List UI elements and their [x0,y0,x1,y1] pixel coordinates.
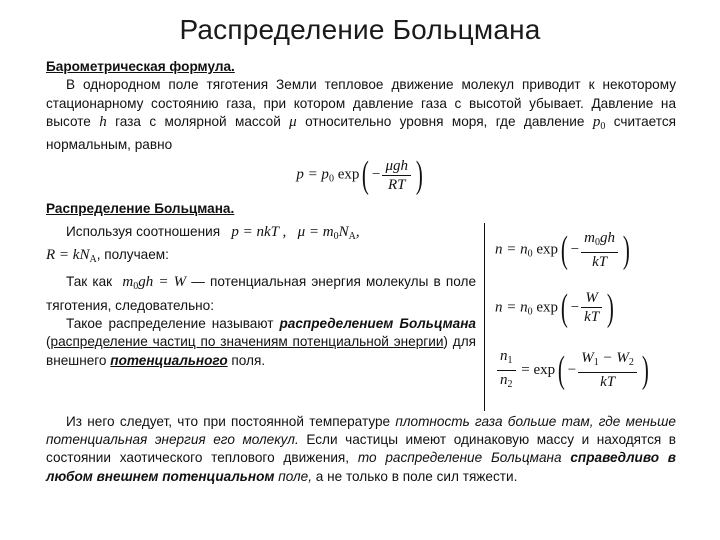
barometric-paragraph [46,76,676,154]
conclusion-text-3: а не только в поле сил тяжести. [315,468,518,484]
conclusion-emphasis-1: плотность газа больше там, где меньше потенциальная энергия его молекул. [46,413,676,448]
gas-constant-relation: $R = kN_A$ [46,247,97,266]
distribution-definition: распределение частиц по значениям потенциальной энергии [50,334,444,350]
barometric-formula: $p = p_0$ exp( − $\frac{\text{μgh}}{RT}$ ) [296,154,423,197]
barometric-heading: Барометрическая формула. [46,59,235,74]
pressure-zero-symbol: $p_0$ [592,113,606,132]
obtain-text: , получаем: [96,247,169,263]
barometric-text-4: считается нормальным, равно [46,113,677,153]
boltzmann-formula-3: $\frac{n_1}{n_2}$ = exp( − $\frac{W_1 - W_2}{kT}$ ) [495,347,652,394]
potential-energy-text: — потенциальная энергия молекулы в поле тяготения, следовательно: [46,274,476,313]
molar-mass-symbol: μ [289,113,297,130]
conclusion-paragraph [46,413,676,486]
boltzmann-formula-2: $n = n_0$ exp( − $\frac{W}{kT}$ ) [495,286,614,329]
since-text: Так как [66,274,113,290]
slide-content [46,58,676,486]
boltzmann-heading: Распределение Больцмана. [46,201,235,217]
using-text: Используя соотношения [66,223,221,239]
called-text: Такое распределение называют [66,315,274,331]
potential-energy-relation: $m_0gh = W$ [122,274,187,293]
boltzmann-text-column: Используя соотношения p = nkT , $\mu = m_0N_A$, $R = kN_A$, получаем: Так как $m_0gh = W$ — потенциальная энергия молекулы в поле тяготения, следовательно: Такое распределение называют распределением Больцмана (распределение частиц по значениям потенциальной энергии) для внешнего потенциального поля. [46,223,476,368]
conclusion-emphasis-3: поле, [278,468,312,484]
height-symbol: h [99,113,107,130]
slide-title: Распределение Больцмана [179,14,541,45]
boltzmann-section [46,223,676,413]
barometric-text-1: В однородном поле тяготения Земли тепловое движение молекул приводит к некоторому стационарному состоянию газа, при котором давление газа с высотой убывает. Давление на высоте [46,77,676,129]
barometric-text-3: относительно уровня моря, где давление [305,113,585,129]
conclusion-bold-emphasis: справедливо в любом внешнем потенциальном [46,450,676,484]
conclusion-emphasis-2: то распределение Больцмана [357,450,562,466]
barometric-text-2: газа с молярной массой [115,113,281,129]
conclusion-text-2: Если частицы имеют одинаковую массу и находятся в состоянии хаотического теплового движения, [46,432,677,466]
ideal-gas-relation: p = nkT , [231,223,287,240]
boltzmann-term: Больцмана [399,315,476,331]
molar-mass-relation: $\mu = m_0N_A$, [297,223,360,242]
boltzmann-formula-column [484,223,669,411]
distribution-term: распределением [279,315,394,331]
potential-term: потенциального [110,352,228,368]
conclusion-text-1: Из него следует, что при постоянной температуре [66,413,391,429]
boltzmann-formula-1: $n = n_0$ exp( − $\frac{m_0gh}{kT}$ ) [495,228,630,271]
